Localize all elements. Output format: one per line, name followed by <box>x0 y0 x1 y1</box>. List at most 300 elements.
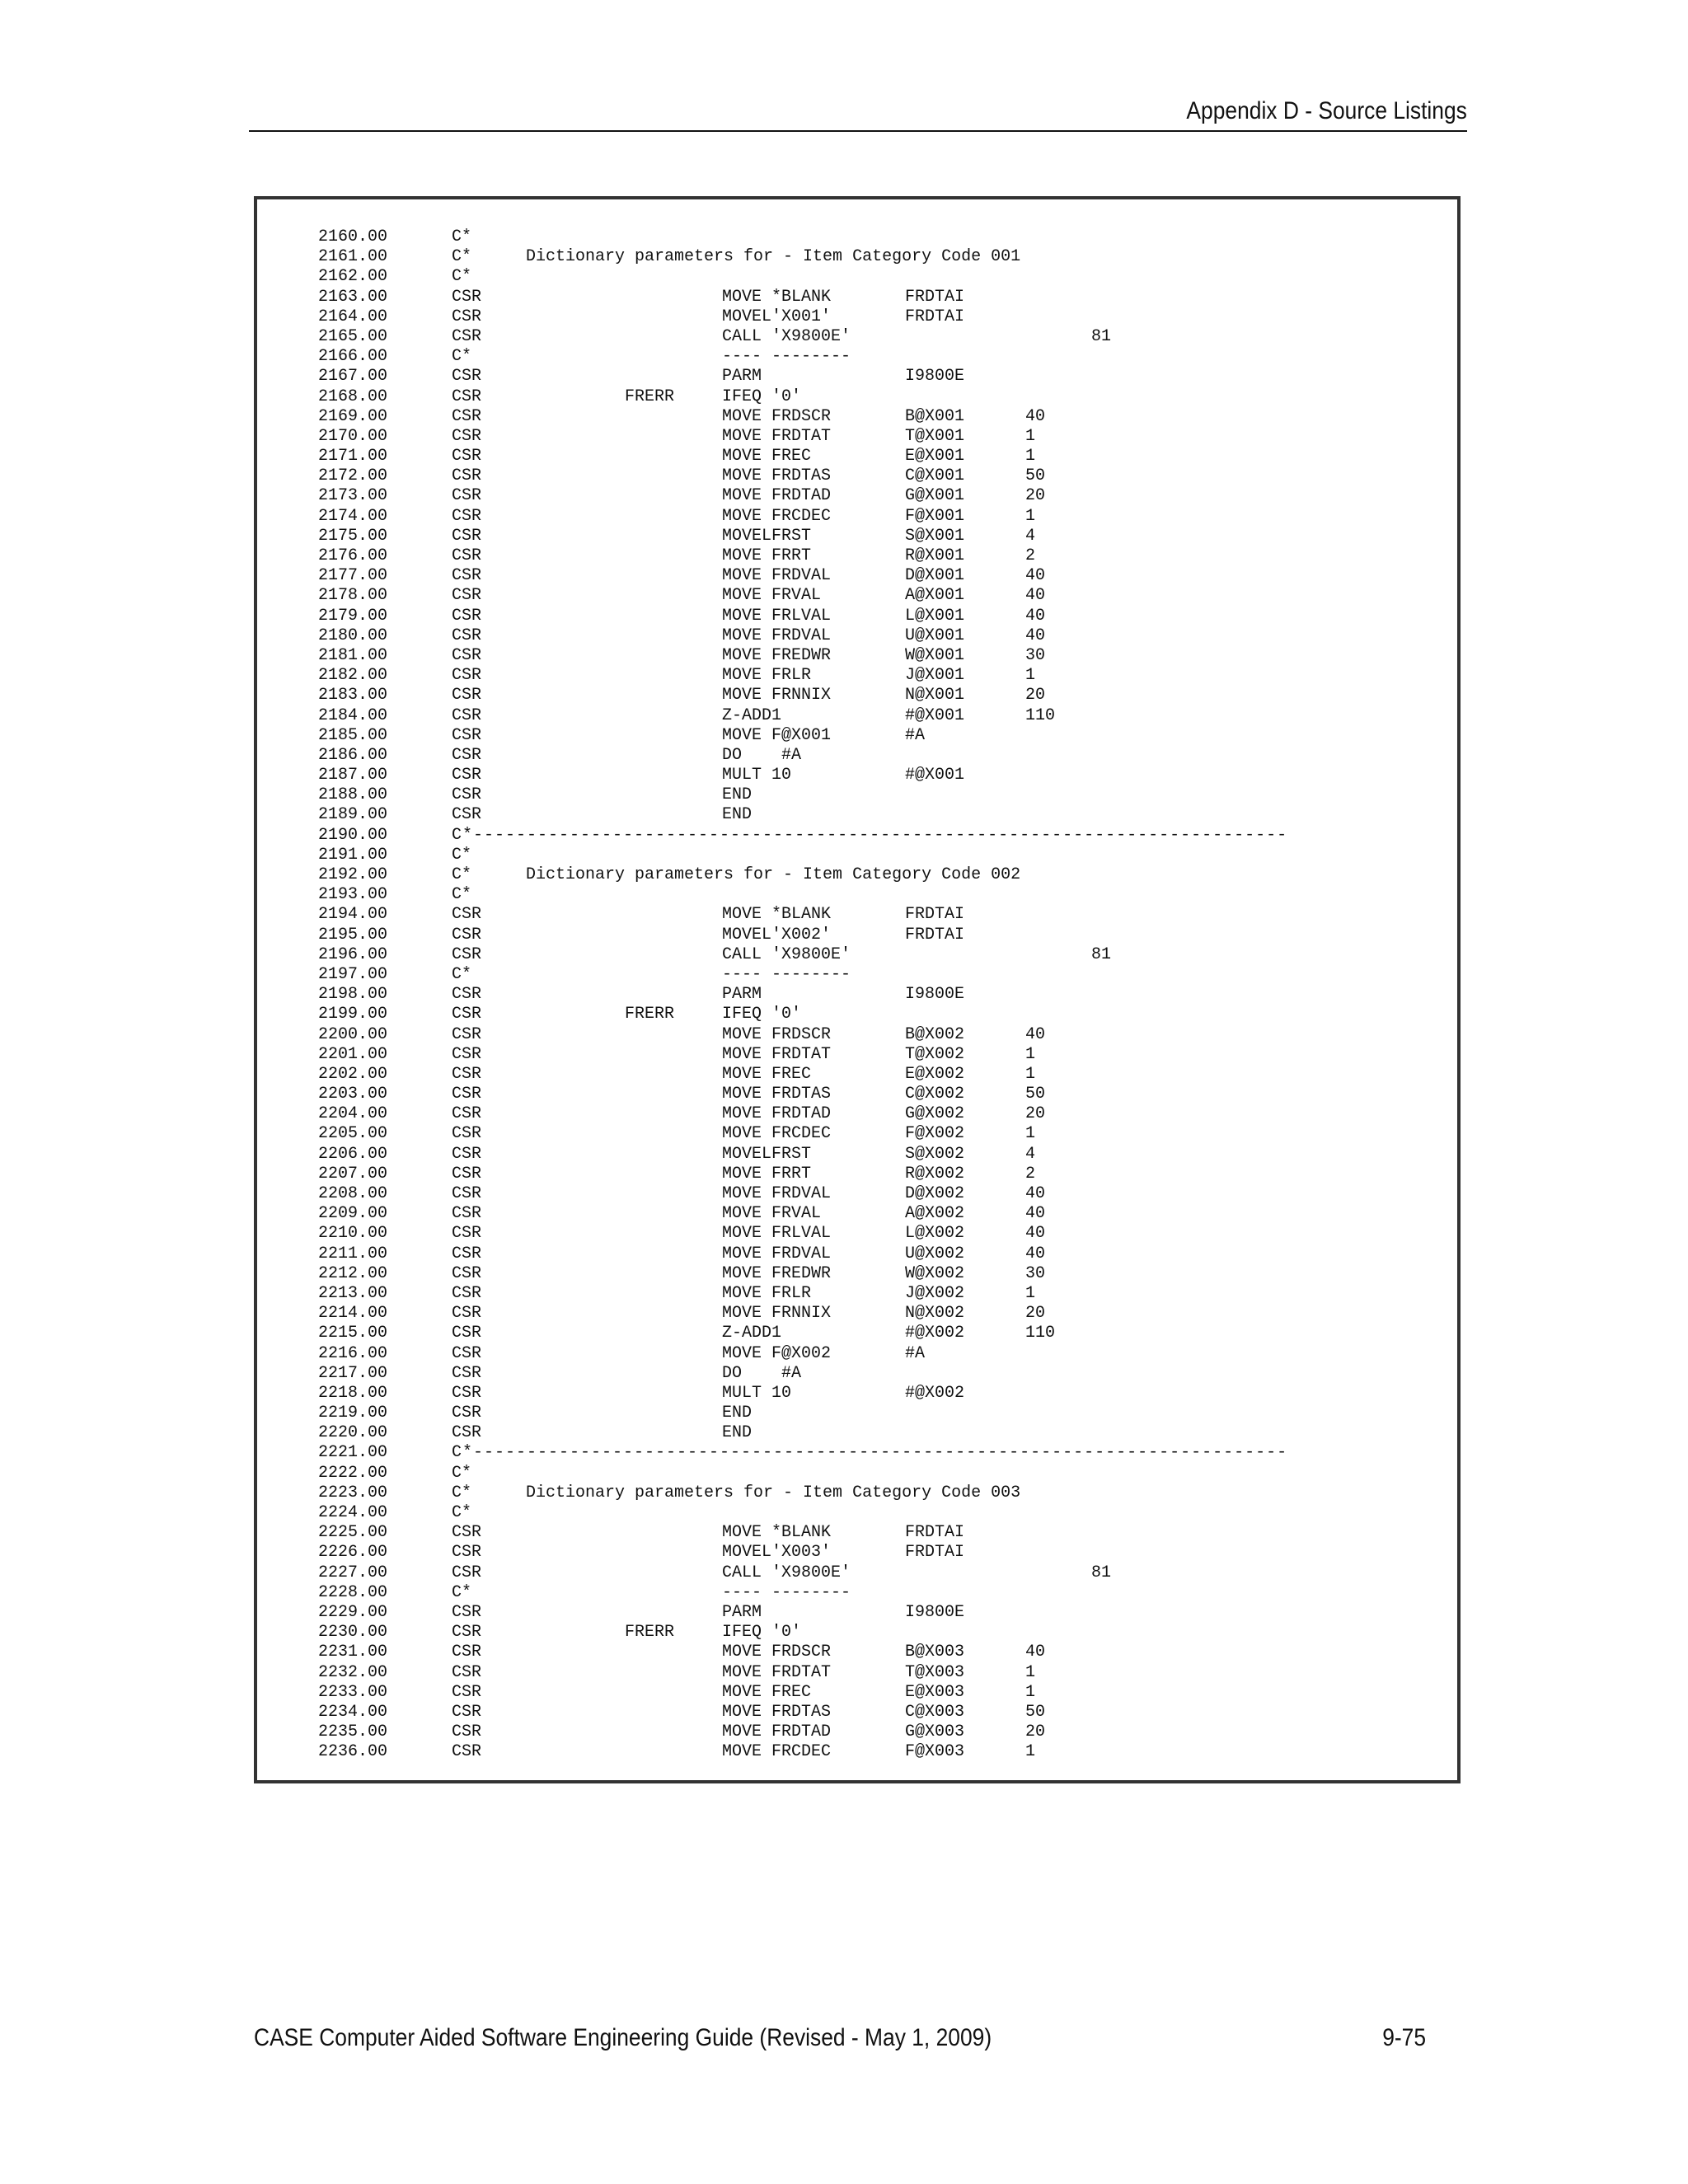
spec-code: CSR <box>452 1005 482 1024</box>
line-number: 2206.00 <box>318 1144 388 1164</box>
spec-code: CSR <box>452 1682 482 1702</box>
operation: MOVE FRDTAT <box>722 1662 832 1682</box>
line-number: 2218.00 <box>318 1383 388 1403</box>
spec-code: CSR <box>452 486 482 506</box>
line-number: 2222.00 <box>318 1463 388 1483</box>
spec-code: CSR <box>452 1283 482 1303</box>
line-number: 2223.00 <box>318 1483 388 1502</box>
operation: MOVE FRLVAL <box>722 606 832 626</box>
line-number: 2200.00 <box>318 1024 388 1044</box>
line-number: 2233.00 <box>318 1682 388 1702</box>
listing-line <box>318 1423 1456 1443</box>
line-number: 2163.00 <box>318 287 388 307</box>
field-length: 40 <box>1025 1244 1046 1263</box>
operation: MOVE FRDTAD <box>722 1104 832 1124</box>
operation: MOVE FRCDEC <box>722 1124 832 1144</box>
spec-code: CSR <box>452 367 482 387</box>
indicator: 81 <box>1091 944 1112 964</box>
line-number: 2182.00 <box>318 666 388 686</box>
spec-code: CSR <box>452 1543 482 1563</box>
line-number: 2177.00 <box>318 566 388 586</box>
field-length: 30 <box>1025 1263 1046 1283</box>
operation: IFEQ '0' <box>722 1005 802 1024</box>
line-number: 2176.00 <box>318 546 388 565</box>
spec-code: CSR <box>452 1044 482 1064</box>
operation: MOVE *BLANK <box>722 1523 832 1543</box>
field-length: 40 <box>1025 1643 1046 1662</box>
listing-line <box>318 646 1456 666</box>
field-length: 40 <box>1025 626 1046 645</box>
operation: MOVE FRVAL <box>722 1204 822 1224</box>
listing-line <box>318 1703 1456 1722</box>
listing-line <box>318 1204 1456 1224</box>
spec-code: CSR <box>452 1722 482 1742</box>
line-number: 2215.00 <box>318 1324 388 1343</box>
spec-code: C* <box>452 1582 472 1602</box>
spec-code: CSR <box>452 705 482 725</box>
listing-line <box>318 586 1456 606</box>
line-number: 2203.00 <box>318 1085 388 1104</box>
listing-line <box>318 607 1456 626</box>
line-number: 2186.00 <box>318 745 388 765</box>
field-length: 50 <box>1025 1702 1046 1722</box>
field-length: 40 <box>1025 1024 1046 1044</box>
spec-code: CSR <box>452 785 482 805</box>
spec-code: CSR <box>452 287 482 307</box>
result-field: E@X001 <box>905 447 965 466</box>
listing-line <box>318 527 1456 546</box>
listing-line <box>318 686 1456 705</box>
operation: MOVE FRDVAL <box>722 1184 832 1203</box>
listing-line <box>318 347 1456 367</box>
field-length: 1 <box>1025 1283 1036 1303</box>
operation: MOVE FRDSCR <box>722 1643 832 1662</box>
listing-line <box>318 1464 1456 1483</box>
line-number: 2171.00 <box>318 447 388 466</box>
line-number: 2175.00 <box>318 526 388 546</box>
line-number: 2212.00 <box>318 1263 388 1283</box>
field-length: 40 <box>1025 606 1046 626</box>
spec-code: C* <box>452 1463 472 1483</box>
result-field: R@X001 <box>905 546 965 565</box>
line-number: 2201.00 <box>318 1044 388 1064</box>
listing-line <box>318 507 1456 527</box>
line-number: 2178.00 <box>318 586 388 606</box>
line-number: 2168.00 <box>318 387 388 406</box>
spec-code: C* <box>452 247 472 267</box>
result-field: W@X002 <box>905 1263 965 1283</box>
spec-code: CSR <box>452 1643 482 1662</box>
result-field: I9800E <box>905 1602 965 1622</box>
spec-code: C* <box>452 865 472 884</box>
comment-text: Dictionary parameters for - Item Category Code 002 <box>526 865 1021 884</box>
listing-line <box>318 1224 1456 1244</box>
spec-code: CSR <box>452 905 482 925</box>
spec-code: CSR <box>452 426 482 446</box>
line-number: 2217.00 <box>318 1363 388 1383</box>
operation: PARM <box>722 985 762 1005</box>
listing-line <box>318 267 1456 287</box>
listing-line <box>318 1005 1456 1024</box>
listing-line <box>318 466 1456 486</box>
listing-line <box>318 746 1456 766</box>
field-length: 1 <box>1025 666 1036 686</box>
spec-code: CSR <box>452 526 482 546</box>
result-field: J@X002 <box>905 1283 965 1303</box>
line-number: 2179.00 <box>318 606 388 626</box>
operation: Z-ADD1 <box>722 705 782 725</box>
field-length: 50 <box>1025 466 1046 486</box>
operation: MOVE FRDSCR <box>722 406 832 426</box>
result-field: U@X002 <box>905 1244 965 1263</box>
field-length: 20 <box>1025 1104 1046 1124</box>
field-length: 2 <box>1025 1164 1036 1183</box>
result-field: FRDTAI <box>905 307 965 326</box>
operation: END <box>722 1423 753 1443</box>
listing-line <box>318 846 1456 865</box>
listing-line <box>318 1025 1456 1045</box>
listing-line <box>318 367 1456 387</box>
result-field: U@X001 <box>905 626 965 645</box>
footer-page-number: 9-75 <box>1382 2024 1426 2051</box>
operation: MOVE *BLANK <box>722 287 832 307</box>
operation: MOVE FRDVAL <box>722 1244 832 1263</box>
spec-code: CSR <box>452 1184 482 1203</box>
operation: MOVE FREC <box>722 1064 812 1084</box>
listing-line <box>318 247 1456 267</box>
operation: MOVE FRDSCR <box>722 1024 832 1044</box>
operation: MOVE FRDTAD <box>722 1722 832 1742</box>
operation: MOVELFRST <box>722 1144 812 1164</box>
field-length: 1 <box>1025 1662 1036 1682</box>
listing-line <box>318 1722 1456 1742</box>
result-field: F@X002 <box>905 1124 965 1144</box>
listing-line <box>318 1503 1456 1523</box>
operation: MULT 10 <box>722 766 792 785</box>
spec-code: CSR <box>452 1324 482 1343</box>
line-number: 2224.00 <box>318 1503 388 1522</box>
listing-line <box>318 926 1456 945</box>
line-number: 2210.00 <box>318 1224 388 1244</box>
line-number: 2188.00 <box>318 785 388 805</box>
result-field: N@X001 <box>905 686 965 705</box>
field-length: 30 <box>1025 645 1046 665</box>
spec-code: CSR <box>452 1742 482 1762</box>
spec-code: CSR <box>452 586 482 606</box>
spec-code: CSR <box>452 1164 482 1183</box>
line-number: 2181.00 <box>318 645 388 665</box>
line-number: 2204.00 <box>318 1104 388 1124</box>
field-length: 40 <box>1025 586 1046 606</box>
listing-line <box>318 1264 1456 1284</box>
line-number: 2207.00 <box>318 1164 388 1183</box>
line-number: 2169.00 <box>318 406 388 426</box>
listing-line <box>318 1483 1456 1503</box>
result-field: I9800E <box>905 367 965 387</box>
spec-code: CSR <box>452 506 482 526</box>
spec-code: CSR <box>452 326 482 346</box>
operation: MOVE FRDTAT <box>722 426 832 446</box>
listing-line <box>318 1663 1456 1683</box>
listing-line <box>318 1145 1456 1165</box>
listing-line <box>318 486 1456 506</box>
line-number: 2174.00 <box>318 506 388 526</box>
listing-line <box>318 945 1456 965</box>
result-field: T@X003 <box>905 1662 965 1682</box>
line-number: 2227.00 <box>318 1563 388 1582</box>
line-number: 2191.00 <box>318 845 388 865</box>
spec-code: C* <box>452 964 472 984</box>
listing-line <box>318 1643 1456 1662</box>
result-field: G@X002 <box>905 1104 965 1124</box>
spec-code: CSR <box>452 1085 482 1104</box>
result-field: T@X002 <box>905 1044 965 1064</box>
operation: END <box>722 805 753 825</box>
field-length: 50 <box>1025 1085 1046 1104</box>
result-field: D@X001 <box>905 566 965 586</box>
result-field: J@X001 <box>905 666 965 686</box>
spec-code: C* <box>452 227 472 246</box>
operation: MOVE FRCDEC <box>722 506 832 526</box>
line-number: 2167.00 <box>318 367 388 387</box>
listing-line <box>318 1184 1456 1204</box>
line-number: 2220.00 <box>318 1423 388 1443</box>
listing-line <box>318 865 1456 885</box>
line-number: 2235.00 <box>318 1722 388 1742</box>
line-number: 2199.00 <box>318 1005 388 1024</box>
spec-code: CSR <box>452 1602 482 1622</box>
result-field: #A <box>905 1343 926 1363</box>
result-field: FRDTAI <box>905 287 965 307</box>
spec-code: CSR <box>452 606 482 626</box>
comment-text: Dictionary parameters for - Item Category Code 001 <box>526 247 1021 267</box>
spec-code: CSR <box>452 1623 482 1643</box>
comment-text: Dictionary parameters for - Item Category Code 003 <box>526 1483 1021 1502</box>
line-number: 2197.00 <box>318 964 388 984</box>
line-number: 2225.00 <box>318 1523 388 1543</box>
listing-line <box>318 307 1456 327</box>
line-number: 2221.00 <box>318 1443 388 1463</box>
operation: DO #A <box>722 1363 802 1383</box>
line-number: 2187.00 <box>318 766 388 785</box>
spec-code: CSR <box>452 307 482 326</box>
footer-document-title: CASE Computer Aided Software Engineering Guide (Revised - May 1, 2009) <box>254 2024 992 2051</box>
result-field: F@X003 <box>905 1742 965 1762</box>
listing-line <box>318 905 1456 925</box>
operation: MOVE *BLANK <box>722 905 832 925</box>
field-length: 1 <box>1025 506 1036 526</box>
listing-line <box>318 726 1456 746</box>
result-field: L@X001 <box>905 606 965 626</box>
listing-line <box>318 407 1456 427</box>
line-number: 2185.00 <box>318 725 388 745</box>
listing-line <box>318 288 1456 307</box>
operation: MOVELFRST <box>722 526 812 546</box>
line-number: 2231.00 <box>318 1643 388 1662</box>
result-field: S@X002 <box>905 1144 965 1164</box>
operation: MOVE FRDVAL <box>722 566 832 586</box>
listing-line <box>318 965 1456 985</box>
header-rule <box>249 130 1467 132</box>
spec-code: CSR <box>452 725 482 745</box>
operation: CALL 'X9800E' <box>722 944 851 964</box>
operation: ---- -------- <box>722 347 851 367</box>
line-number: 2234.00 <box>318 1702 388 1722</box>
line-number: 2214.00 <box>318 1304 388 1324</box>
line-number: 2172.00 <box>318 466 388 486</box>
operation: MOVE FRLR <box>722 666 812 686</box>
field-length: 20 <box>1025 1722 1046 1742</box>
listing-line <box>318 1563 1456 1583</box>
result-field: E@X002 <box>905 1064 965 1084</box>
line-number: 2162.00 <box>318 267 388 287</box>
listing-line <box>318 1124 1456 1144</box>
line-number: 2160.00 <box>318 227 388 246</box>
field-length: 4 <box>1025 1144 1036 1164</box>
result-field: T@X001 <box>905 426 965 446</box>
operation: IFEQ '0' <box>722 387 802 406</box>
spec-code: CSR <box>452 1563 482 1582</box>
result-field: I9800E <box>905 985 965 1005</box>
result-field: A@X001 <box>905 586 965 606</box>
listing-line <box>318 1344 1456 1364</box>
spec-code: CSR <box>452 944 482 964</box>
line-number: 2170.00 <box>318 426 388 446</box>
listing-line <box>318 1324 1456 1343</box>
line-number: 2180.00 <box>318 626 388 645</box>
spec-code: CSR <box>452 1024 482 1044</box>
spec-code: CSR <box>452 1263 482 1283</box>
result-field: F@X001 <box>905 506 965 526</box>
result-field: #@X001 <box>905 705 965 725</box>
result-field: N@X002 <box>905 1304 965 1324</box>
spec-code: CSR <box>452 1523 482 1543</box>
result-field: S@X001 <box>905 526 965 546</box>
line-number: 2236.00 <box>318 1742 388 1762</box>
operation: MOVEL'X001' <box>722 307 832 326</box>
field-length: 20 <box>1025 486 1046 506</box>
spec-code: CSR <box>452 666 482 686</box>
line-number: 2228.00 <box>318 1582 388 1602</box>
listing-line <box>318 985 1456 1005</box>
listing-line <box>318 387 1456 407</box>
spec-code: CSR <box>452 1304 482 1324</box>
listing-line <box>318 826 1456 846</box>
operation: Z-ADD1 <box>722 1324 782 1343</box>
result-field: #@X002 <box>905 1324 965 1343</box>
operation: MOVE FREDWR <box>722 645 832 665</box>
operation: MOVE FRLVAL <box>722 1224 832 1244</box>
operation: DO #A <box>722 745 802 765</box>
operation: MOVE FRDVAL <box>722 626 832 645</box>
operation: MOVE FRNNIX <box>722 1304 832 1324</box>
running-header: Appendix D - Source Listings <box>1186 97 1467 124</box>
field-length: 1 <box>1025 1064 1036 1084</box>
line-number: 2219.00 <box>318 1404 388 1423</box>
operation: MOVE FRLR <box>722 1283 812 1303</box>
result-field: FRDTAI <box>905 1523 965 1543</box>
listing-line <box>318 1045 1456 1065</box>
spec-code: CSR <box>452 1144 482 1164</box>
line-number: 2192.00 <box>318 865 388 884</box>
spec-code: C* <box>452 845 472 865</box>
line-number: 2173.00 <box>318 486 388 506</box>
factor1: FRERR <box>625 387 675 406</box>
listing-line <box>318 566 1456 586</box>
listing-line <box>318 546 1456 566</box>
line-number: 2190.00 <box>318 825 388 845</box>
line-number: 2161.00 <box>318 247 388 267</box>
listing-line <box>318 427 1456 447</box>
line-number: 2195.00 <box>318 925 388 944</box>
spec-code: CSR <box>452 686 482 705</box>
operation: END <box>722 1404 753 1423</box>
operation: IFEQ '0' <box>722 1623 802 1643</box>
result-field: FRDTAI <box>905 905 965 925</box>
listing-line <box>318 1523 1456 1543</box>
listing-line <box>318 885 1456 905</box>
operation: ---- -------- <box>722 964 851 984</box>
spec-code: CSR <box>452 1244 482 1263</box>
listing-line <box>318 785 1456 805</box>
spec-code: C* <box>452 1483 472 1502</box>
operation: MOVE FRVAL <box>722 586 822 606</box>
operation: MOVE FRRT <box>722 546 812 565</box>
result-field: D@X002 <box>905 1184 965 1203</box>
line-number: 2208.00 <box>318 1184 388 1203</box>
field-length: 1 <box>1025 447 1036 466</box>
spec-code: CSR <box>452 447 482 466</box>
listing-line <box>318 1623 1456 1643</box>
spec-code: CSR <box>452 546 482 565</box>
result-field: #@X001 <box>905 766 965 785</box>
listing-line <box>318 1404 1456 1423</box>
operation: MOVE F@X002 <box>722 1343 832 1363</box>
result-field: A@X002 <box>905 1204 965 1224</box>
field-length: 110 <box>1025 1324 1056 1343</box>
listing-line <box>318 1244 1456 1264</box>
spec-code: CSR <box>452 1423 482 1443</box>
operation: MOVE FRDTAT <box>722 1044 832 1064</box>
operation: MOVE FRRT <box>722 1164 812 1183</box>
line-number: 2189.00 <box>318 805 388 825</box>
line-number: 2230.00 <box>318 1623 388 1643</box>
indicator: 81 <box>1091 326 1112 346</box>
result-field: B@X001 <box>905 406 965 426</box>
line-number: 2226.00 <box>318 1543 388 1563</box>
line-number: 2193.00 <box>318 885 388 905</box>
separator-comment: C*---------------------------------------------------------------------------- <box>452 825 1288 845</box>
line-number: 2164.00 <box>318 307 388 326</box>
field-length: 1 <box>1025 1044 1036 1064</box>
spec-code: CSR <box>452 745 482 765</box>
listing-line <box>318 626 1456 646</box>
line-number: 2196.00 <box>318 944 388 964</box>
line-number: 2166.00 <box>318 347 388 367</box>
spec-code: CSR <box>452 387 482 406</box>
spec-code: CSR <box>452 626 482 645</box>
listing-line <box>318 666 1456 686</box>
operation: MOVE FREC <box>722 1682 812 1702</box>
listing-line <box>318 1583 1456 1603</box>
result-field: C@X002 <box>905 1085 965 1104</box>
listing-line <box>318 1543 1456 1563</box>
spec-code: CSR <box>452 1204 482 1224</box>
field-length: 1 <box>1025 1742 1036 1762</box>
operation: MOVE FRDTAD <box>722 486 832 506</box>
listing-line <box>318 805 1456 825</box>
listing-line <box>318 227 1456 247</box>
